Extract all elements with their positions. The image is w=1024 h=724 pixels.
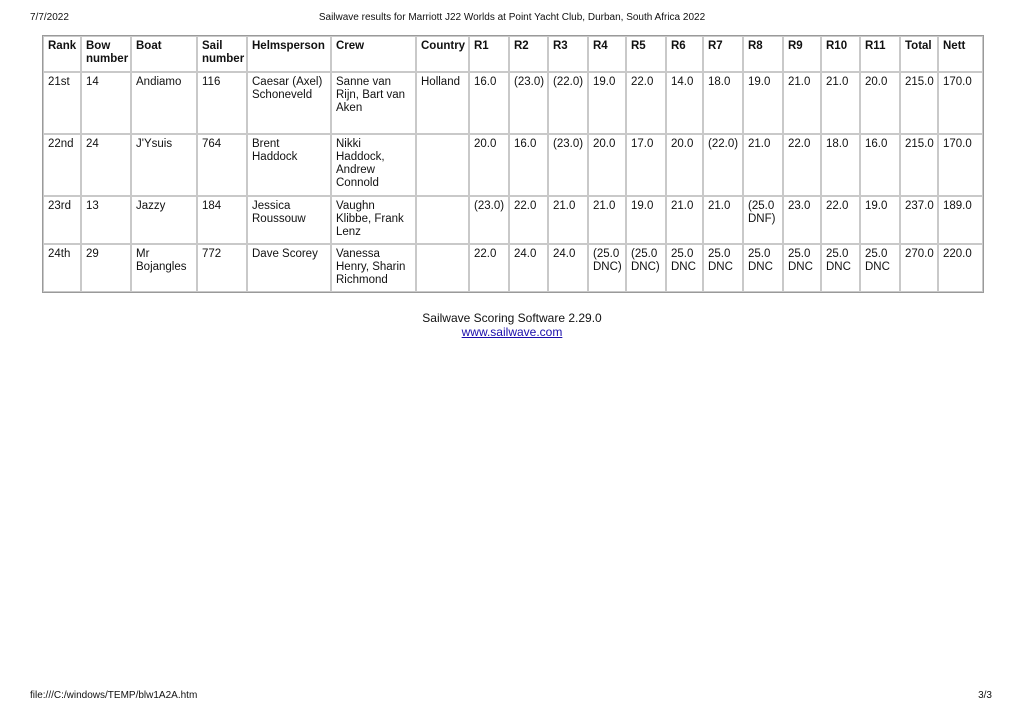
header-r8: R8	[743, 36, 783, 72]
header-r10: R10	[821, 36, 860, 72]
cell-crew: Sanne van Rijn, Bart van Aken	[331, 72, 416, 134]
cell-total: 215.0	[900, 134, 938, 196]
cell-r2: (23.0)	[509, 72, 548, 134]
cell-r2: 16.0	[509, 134, 548, 196]
cell-rank: 22nd	[43, 134, 81, 196]
cell-boat: Mr Bojangles	[131, 244, 197, 292]
cell-total: 237.0	[900, 196, 938, 244]
cell-r10: 18.0	[821, 134, 860, 196]
cell-r2: 24.0	[509, 244, 548, 292]
cell-bow-number: 29	[81, 244, 131, 292]
cell-r9: 25.0 DNC	[783, 244, 821, 292]
cell-nett: 220.0	[938, 244, 983, 292]
cell-sail-number: 184	[197, 196, 247, 244]
cell-r5: (25.0 DNC)	[626, 244, 666, 292]
cell-rank: 24th	[43, 244, 81, 292]
header-r11: R11	[860, 36, 900, 72]
cell-boat: J'Ysuis	[131, 134, 197, 196]
header-r6: R6	[666, 36, 703, 72]
cell-total: 215.0	[900, 72, 938, 134]
header-country: Country	[416, 36, 469, 72]
cell-r9: 22.0	[783, 134, 821, 196]
cell-r10: 21.0	[821, 72, 860, 134]
header-helmsperson: Helmsperson	[247, 36, 331, 72]
cell-r4: (25.0 DNC)	[588, 244, 626, 292]
header-r5: R5	[626, 36, 666, 72]
header-boat: Boat	[131, 36, 197, 72]
cell-r1: 20.0	[469, 134, 509, 196]
cell-r8: (25.0 DNF)	[743, 196, 783, 244]
table-row	[43, 196, 983, 244]
cell-crew: Nikki Haddock, Andrew Connold	[331, 134, 416, 196]
page-title: Sailwave results for Marriott J22 Worlds at Point Yacht Club, Durban, South Africa 2022	[318, 12, 706, 23]
cell-boat: Andiamo	[131, 72, 197, 134]
cell-sail-number: 772	[197, 244, 247, 292]
header-sail-number: Sail number	[197, 36, 247, 72]
cell-r7: (22.0)	[703, 134, 743, 196]
table-row	[43, 134, 983, 196]
header-nett: Nett	[938, 36, 983, 72]
cell-r7: 21.0	[703, 196, 743, 244]
table-row	[43, 244, 983, 292]
cell-r10: 25.0 DNC	[821, 244, 860, 292]
cell-r9: 23.0	[783, 196, 821, 244]
header-total: Total	[900, 36, 938, 72]
header-bow-number: Bow number	[81, 36, 131, 72]
cell-r4: 21.0	[588, 196, 626, 244]
cell-r11: 20.0	[860, 72, 900, 134]
cell-sail-number: 116	[197, 72, 247, 134]
cell-r6: 20.0	[666, 134, 703, 196]
cell-nett: 170.0	[938, 134, 983, 196]
cell-bow-number: 14	[81, 72, 131, 134]
cell-r8: 19.0	[743, 72, 783, 134]
software-version: Sailwave Scoring Software 2.29.0	[422, 311, 602, 325]
cell-bow-number: 13	[81, 196, 131, 244]
cell-r7: 25.0 DNC	[703, 244, 743, 292]
header-row	[43, 36, 983, 72]
software-credit	[0, 311, 1024, 339]
header-rank: Rank	[43, 36, 81, 72]
cell-boat: Jazzy	[131, 196, 197, 244]
cell-bow-number: 24	[81, 134, 131, 196]
cell-r4: 20.0	[588, 134, 626, 196]
cell-r2: 22.0	[509, 196, 548, 244]
table-row	[43, 72, 983, 134]
cell-rank: 23rd	[43, 196, 81, 244]
cell-helmsperson: Caesar (Axel) Schoneveld	[247, 72, 331, 134]
cell-nett: 170.0	[938, 72, 983, 134]
cell-r3: 21.0	[548, 196, 588, 244]
cell-r8: 25.0 DNC	[743, 244, 783, 292]
cell-country	[416, 134, 469, 196]
cell-r1: 22.0	[469, 244, 509, 292]
cell-r9: 21.0	[783, 72, 821, 134]
results-table	[42, 35, 984, 293]
cell-country: Holland	[416, 72, 469, 134]
cell-r6: 21.0	[666, 196, 703, 244]
file-path: file:///C:/windows/TEMP/blw1A2A.htm	[30, 690, 198, 701]
cell-helmsperson: Dave Scorey	[247, 244, 331, 292]
header-r9: R9	[783, 36, 821, 72]
cell-r5: 19.0	[626, 196, 666, 244]
cell-r5: 17.0	[626, 134, 666, 196]
cell-r1: (23.0)	[469, 196, 509, 244]
header-r3: R3	[548, 36, 588, 72]
cell-helmsperson: Brent Haddock	[247, 134, 331, 196]
header-r1: R1	[469, 36, 509, 72]
cell-r3: (22.0)	[548, 72, 588, 134]
header-r7: R7	[703, 36, 743, 72]
cell-sail-number: 764	[197, 134, 247, 196]
cell-helmsperson: Jessica Roussouw	[247, 196, 331, 244]
sailwave-link[interactable]: www.sailwave.com	[461, 325, 563, 339]
cell-r7: 18.0	[703, 72, 743, 134]
page-number: 3/3	[978, 690, 992, 701]
cell-r10: 22.0	[821, 196, 860, 244]
cell-r3: 24.0	[548, 244, 588, 292]
cell-r6: 14.0	[666, 72, 703, 134]
cell-r8: 21.0	[743, 134, 783, 196]
cell-country	[416, 196, 469, 244]
print-date: 7/7/2022	[30, 12, 69, 23]
cell-r4: 19.0	[588, 72, 626, 134]
header-r2: R2	[509, 36, 548, 72]
cell-nett: 189.0	[938, 196, 983, 244]
cell-r3: (23.0)	[548, 134, 588, 196]
cell-country	[416, 244, 469, 292]
cell-r11: 25.0 DNC	[860, 244, 900, 292]
cell-crew: Vaughn Klibbe, Frank Lenz	[331, 196, 416, 244]
header-crew: Crew	[331, 36, 416, 72]
cell-r5: 22.0	[626, 72, 666, 134]
cell-total: 270.0	[900, 244, 938, 292]
header-r4: R4	[588, 36, 626, 72]
cell-crew: Vanessa Henry, Sharin Richmond	[331, 244, 416, 292]
cell-rank: 21st	[43, 72, 81, 134]
cell-r11: 19.0	[860, 196, 900, 244]
cell-r11: 16.0	[860, 134, 900, 196]
cell-r1: 16.0	[469, 72, 509, 134]
cell-r6: 25.0 DNC	[666, 244, 703, 292]
